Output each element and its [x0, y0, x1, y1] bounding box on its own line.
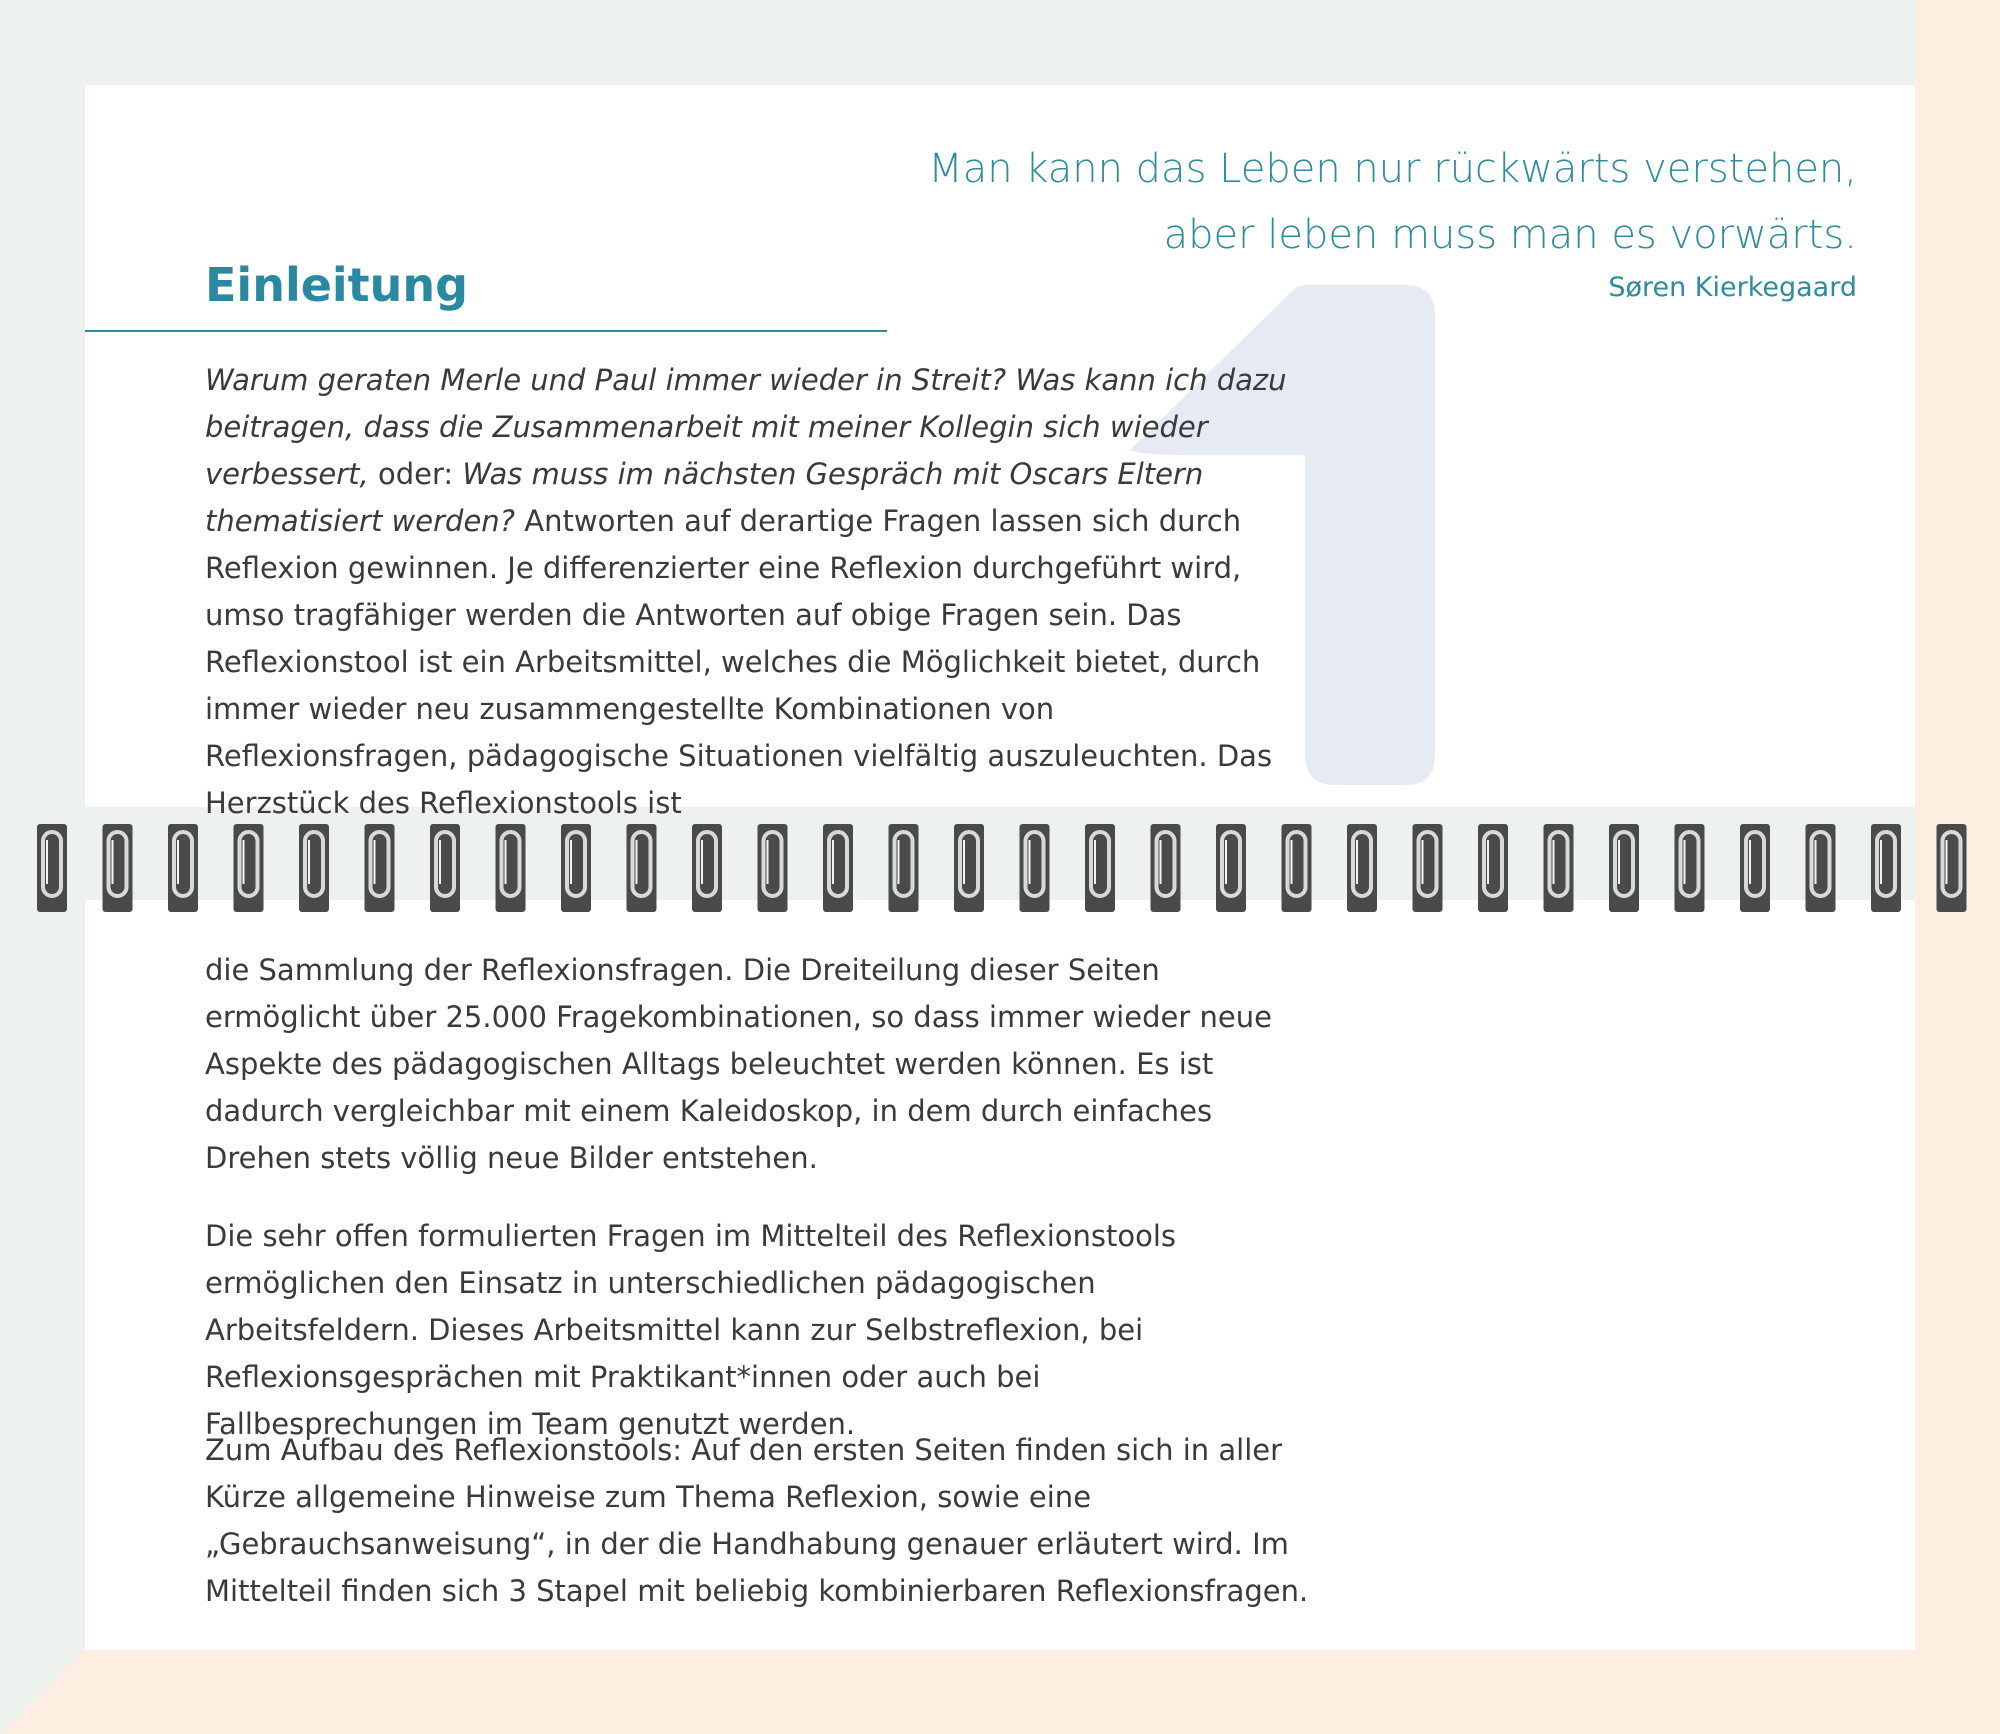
question-1: Warum geraten Merle und Paul immer wieder in Streit? Was kann ich dazu beitragen, dass die Zusammenarbeit mit meiner Kollegin sich wieder verbessert, [205, 363, 1287, 491]
binding-ring [1609, 824, 1639, 912]
question-2: Was muss im nächsten Gespräch mit Oscars Eltern thematisiert werden? [205, 457, 1204, 538]
paragraph-3-text: Zum Aufbau des Reflexionstools: Auf den ersten Seiten finden sich in aller Kürze allgemeine Hinweise zum Thema Reflexion, sowie eine „Gebrauchsanweisung“, in der die Handhabung genauer erläutert wird. Im Mittelteil finden sich 3 Stapel mit beliebig kombinierbaren Reflexionsfragen. [205, 1433, 1309, 1608]
paragraph-2 [205, 1213, 1315, 1448]
binding-ring [823, 824, 853, 912]
binding-ring [1806, 824, 1836, 912]
binding-ring [430, 824, 460, 912]
binding-ring [1478, 824, 1508, 912]
paragraph-1-bottom [205, 947, 1315, 1182]
quote [857, 136, 1857, 268]
paragraph-1-continued: die Sammlung der Reflexionsfragen. Die Dreiteilung dieser Seiten ermöglicht über 25.000 Fragekombinationen, so dass immer wieder neue Aspekte des pädagogischen Alltags beleuchtet werden können. Es ist dadurch vergleichbar mit einem Kaleidoskop, in dem durch einfaches Drehen stets völlig neue Bilder entstehen. [205, 953, 1272, 1175]
paragraph-2-text: Die sehr offen formulierten Fragen im Mittelteil des Reflexionstools ermöglichen den Einsatz in unterschiedlichen pädagogischen Arbeitsfeldern. Dieses Arbeitsmittel kann zur Selbstreflexion, bei Reflexionsgesprächen mit Praktikant*innen oder auch bei Fallbesprechungen im Team genutzt werden. [205, 1219, 1177, 1441]
binding-ring [1937, 824, 1967, 912]
binding-ring [496, 824, 526, 912]
binding-ring [627, 824, 657, 912]
binding-ring [37, 824, 67, 912]
paragraph-1-top [205, 357, 1315, 827]
binding-ring [1544, 824, 1574, 912]
binding-ring [234, 824, 264, 912]
quote-author: Søren Kierkegaard [1608, 272, 1857, 303]
binding-ring [758, 824, 788, 912]
binding-ring [692, 824, 722, 912]
binding-ring [1282, 824, 1312, 912]
binding-ring [168, 824, 198, 912]
binding-ring [1871, 824, 1901, 912]
binding-ring [299, 824, 329, 912]
section-heading: Einleitung [205, 258, 469, 312]
binding-ring [889, 824, 919, 912]
paragraph-3 [205, 1427, 1315, 1615]
binding-ring [1216, 824, 1246, 912]
binding-ring [1020, 824, 1050, 912]
quote-line-2: aber leben muss man es vorwärts. [1163, 212, 1857, 258]
binding-ring [1151, 824, 1181, 912]
heading-underline [85, 330, 887, 332]
binding-ring [1413, 824, 1443, 912]
binding-ring [1740, 824, 1770, 912]
binding-ring [1347, 824, 1377, 912]
binding-ring [954, 824, 984, 912]
binding-ring [103, 824, 133, 912]
binding-ring [365, 824, 395, 912]
quote-line-1: Man kann das Leben nur rückwärts verstehen, [928, 146, 1857, 192]
connector-text: oder: [368, 457, 463, 491]
spiral-binding [0, 822, 2000, 914]
paragraph-1-text: Antworten auf derartige Fragen lassen sich durch Reflexion gewinnen. Je differenzierter eine Reflexion durchgeführt wird, umso tragfähiger werden die Antworten auf obige Fragen sein. Das Reflexionstool ist ein Arbeitsmittel, welches die Möglichkeit bietet, durch immer wieder neu zusammengestellte Kombinationen von Reflexionsfragen, pädagogische Situationen vielfältig auszuleuchten. Das Herzstück des Reflexionstools ist [205, 504, 1273, 820]
binding-ring [1675, 824, 1705, 912]
binding-ring [561, 824, 591, 912]
binding-ring [1085, 824, 1115, 912]
